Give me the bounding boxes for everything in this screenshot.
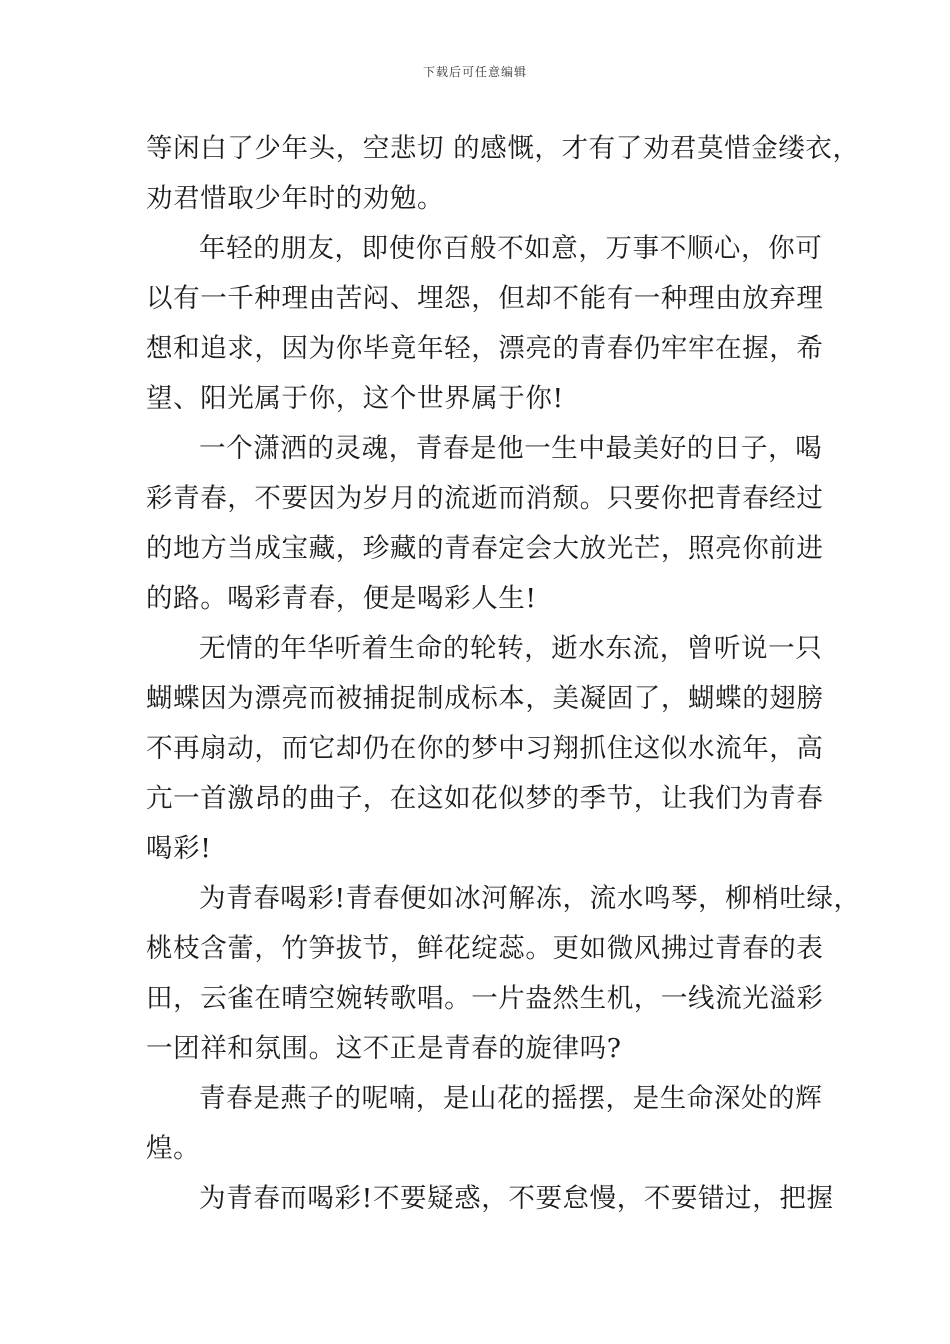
text-line: 煌。 xyxy=(146,1133,201,1164)
paragraph xyxy=(146,424,830,624)
text-line: 彩青春，不要因为岁月的流逝而消颓。只要你把青春经过 xyxy=(146,483,824,514)
text-line: 想和追求，因为你毕竟年轻，漂亮的青春仍牢牢在握，希 xyxy=(146,333,824,364)
text-line: 喝彩! xyxy=(146,833,212,864)
text-line: 一团祥和氛围。这不正是青春的旋律吗? xyxy=(146,1033,622,1064)
paragraph xyxy=(146,124,860,224)
text-line: 亢一首激昂的曲子，在这如花似梦的季节，让我们为青春 xyxy=(146,783,824,814)
text-line: 无情的年华听着生命的轮转，逝水东流，曾听说一只 xyxy=(199,633,823,664)
text-line: 望、阳光属于你，这个世界属于你! xyxy=(146,383,564,414)
text-line: 以有一千种理由苦闷、埋怨，但却不能有一种理由放弃理 xyxy=(146,283,824,314)
text-line: 等闲白了少年头，空悲切 的感慨，才有了劝君莫惜金缕衣， xyxy=(146,133,860,164)
text-line: 青春是燕子的呢喃，是山花的摇摆，是生命深处的辉 xyxy=(199,1083,823,1114)
paragraph xyxy=(146,1074,830,1174)
text-line: 的地方当成宝藏，珍藏的青春定会大放光芒，照亮你前进 xyxy=(146,533,824,564)
text-line: 一个潇洒的灵魂，青春是他一生中最美好的日子，喝 xyxy=(199,433,823,464)
text-line: 为青春喝彩!青春便如冰河解冻，流水鸣琴，柳梢吐绿， xyxy=(199,883,861,914)
text-line: 劝君惜取少年时的劝勉。 xyxy=(146,183,445,214)
article-body xyxy=(146,124,861,1224)
text-line: 为青春而喝彩!不要疑惑，不要怠慢，不要错过，把握 xyxy=(199,1183,834,1214)
text-line: 年轻的朋友，即使你百般不如意，万事不顺心，你可 xyxy=(199,233,823,264)
page-header: 下载后可任意编辑 xyxy=(422,65,527,79)
paragraph xyxy=(146,624,830,874)
text-line: 田，云雀在晴空婉转歌唱。一片盎然生机，一线流光溢彩 xyxy=(146,983,824,1014)
paragraph xyxy=(146,1174,834,1224)
text-line: 的路。喝彩青春，便是喝彩人生! xyxy=(146,583,537,614)
text-line: 桃枝含蕾，竹笋拔节，鲜花绽蕊。更如微风拂过青春的表 xyxy=(146,933,824,964)
text-line: 蝴蝶因为漂亮而被捕捉制成标本，美凝固了，蝴蝶的翅膀 xyxy=(146,683,824,714)
paragraph xyxy=(146,224,830,424)
text-line: 不再扇动，而它却仍在你的梦中习翔抓住这似水流年，高 xyxy=(146,733,824,764)
paragraph xyxy=(146,874,861,1074)
